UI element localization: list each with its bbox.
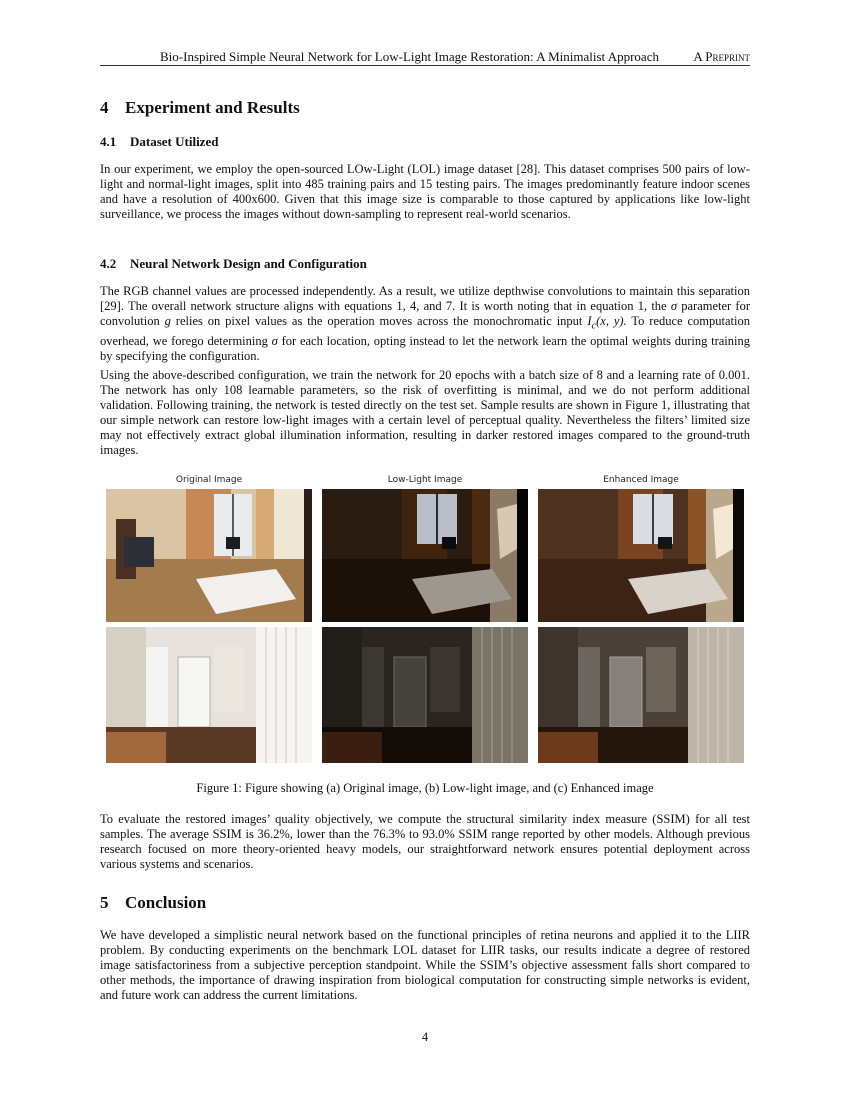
- original-image-kitchen: [106, 627, 312, 763]
- section-5-title: Conclusion: [125, 893, 207, 912]
- enhanced-image-bedroom: [538, 489, 744, 622]
- header-title: Bio-Inspired Simple Neural Network for Low-Light Image Restoration: A Minimalist Approach: [160, 49, 659, 64]
- original-image-bedroom: [106, 489, 312, 622]
- low-light-image-kitchen: [322, 627, 528, 763]
- header-preprint-tag: A Preprint: [693, 49, 750, 64]
- col-title-enhanced: Enhanced Image: [603, 475, 679, 485]
- low-light-image-bedroom: [322, 489, 528, 622]
- subsection-4-1-number: 4.1: [100, 134, 117, 149]
- para-text: relies on pixel values as the operation moves across the monochromatic input: [175, 314, 583, 329]
- section-5-number: 5: [100, 893, 109, 912]
- subsection-4-2-title: Neural Network Design and Configuration: [130, 256, 367, 271]
- para-text: parameter for convolution: [100, 299, 751, 329]
- ic-symbol: I: [587, 314, 592, 329]
- training-paragraph: Using the above-described configuration, we train the network for 20 epochs with a batch size of 8 and a learning rate of 0.001. The network has only 108 learnable parameters, so the risk of overfitting is minimal, and we do not perform additional validation. Following training, the network is tested directly on the test set. Sample results are shown in Figure 1, illustrating that our simple network can restore low-light images with a certain level of perceptual quality. Nevertheless the filters’ limited size may not effectively extract global illumination information, resulting in darker restored images compared to the ground-truth images.: [100, 368, 750, 458]
- figure-1-caption: Figure 1: Figure showing (a) Original image, (b) Low-light image, and (c) Enhanced image: [196, 781, 654, 795]
- dataset-paragraph: In our experiment, we employ the open-sourced LOw-Light (LOL) image dataset [28]. This dataset comprises 500 pairs of low-light and normal-light images, split into 485 training pairs and 15 testing pairs. The images predominantly feature indoor scenes and have a resolution of 400x600. Given that this image size is comparable to those captured by applications like low-light surveillance, we process the images without down-sampling to represent real-world scenarios.: [100, 162, 750, 222]
- page-number: 4: [421, 1030, 429, 1044]
- running-header: [100, 49, 750, 66]
- network-design-paragraph: [100, 284, 750, 364]
- enhanced-image-kitchen: [538, 627, 744, 763]
- para-text: for each location, opting instead to let the network learn the optimal weights during training by specifying the configuration.: [100, 333, 751, 363]
- input-expression: [587, 314, 627, 332]
- para-text: The RGB channel values are processed independently. As a result, we utilize depthwise convolutions to maintain this separation [29]. The overall network structure aligns with equations 1, 4, and 7. It is worth noting that in equation 1, the: [100, 284, 750, 314]
- subsection-4-1-heading: [100, 134, 218, 150]
- section-4-title: Experiment and Results: [125, 98, 300, 117]
- conclusion-paragraph: We have developed a simplistic neural network based on the functional principles of retina neurons and applied it to the LIIR problem. By conducting experiments on the benchmark LOL dataset for LIIR tasks, our results indicate a degree of restored image satisfactoriness from a subjective perception standpoint. While the SSIM’s objective assessment falls short compared to other methods, the importance of drawing inspiration from biological computation for constructing simple networks is evident, and future work can address the current limitations.: [100, 928, 750, 1003]
- col-title-low-light: Low-Light Image: [387, 475, 463, 485]
- subsection-4-2-number: 4.2: [100, 256, 117, 271]
- section-5-heading: [100, 893, 206, 913]
- ic-args: (x, y).: [596, 314, 627, 329]
- ssim-paragraph: To evaluate the restored images’ quality objectively, we compute the structural similarity index measure (SSIM) for all test samples. The average SSIM is 36.2%, lower than the 76.3% to 93.0% SSIM range reported by other models. Although previous research focused on more theory-oriented heavy models, our straightforward network ensures potential deployment across various systems and scenarios.: [100, 812, 750, 872]
- ic-subscript: c: [591, 320, 597, 332]
- subsection-4-2-heading: [100, 256, 367, 272]
- section-4-number: 4: [100, 98, 109, 117]
- section-4-heading: [100, 98, 300, 118]
- sigma-symbol: σ: [670, 299, 677, 314]
- para-text: To reduce computation overhead, we forego determining: [100, 314, 750, 348]
- sigma-symbol: σ: [271, 333, 278, 348]
- col-title-original: Original Image: [175, 475, 243, 485]
- figure-1: [104, 475, 746, 765]
- g-symbol: g: [164, 314, 171, 329]
- subsection-4-1-title: Dataset Utilized: [130, 134, 219, 149]
